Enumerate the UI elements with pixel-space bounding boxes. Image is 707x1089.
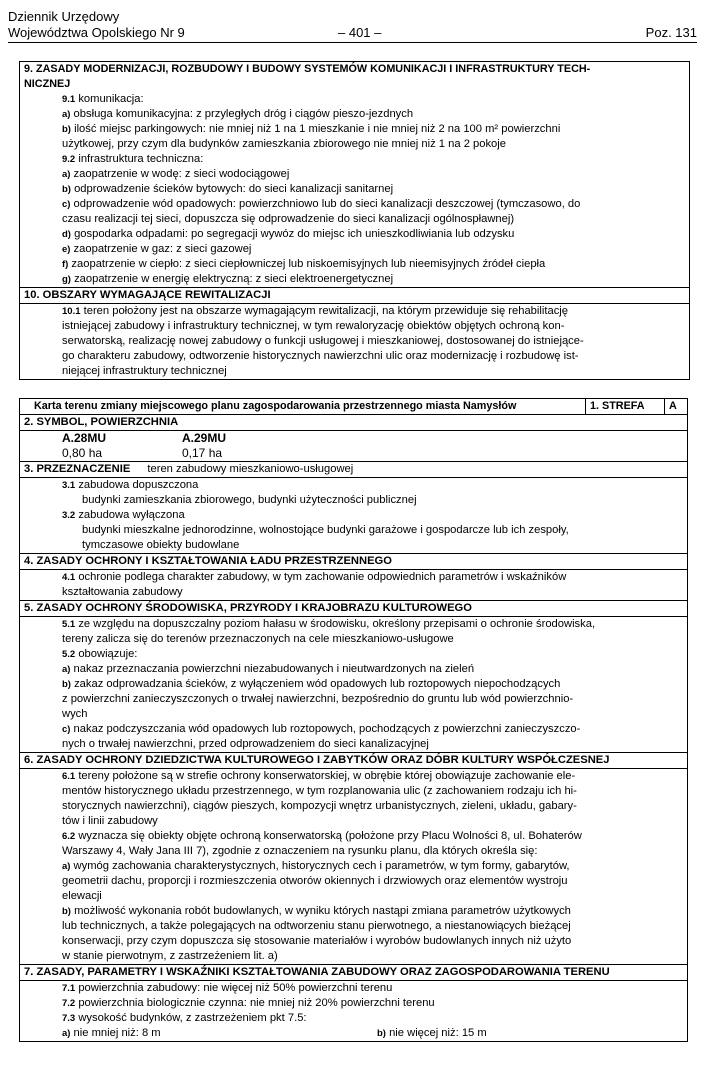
item-number: 7.3	[62, 1013, 76, 1024]
item-text: istniejącej zabudowy i infrastruktury technicznej, w tym rewaloryzację obiektów objętych ochroną kon-	[62, 320, 565, 332]
section-9-body	[20, 92, 689, 287]
item-text: tereny położone są w strefie ochrony konserwatorskiej, w obrębie której obowiązuje zachowanie ele-	[75, 770, 576, 782]
item-text: zabudowa dopuszczona	[75, 479, 199, 491]
text-line	[62, 889, 683, 904]
text-line	[62, 538, 683, 553]
sections-9-10-box	[19, 61, 690, 380]
item-text: zakaz odprowadzania ścieków, z wyłączeniem wód opadowych lub roztopowych niepochodzących	[70, 678, 561, 690]
text-line	[62, 784, 683, 799]
height-limits-row	[20, 1026, 687, 1041]
item-text: serwatorską, realizację nowej zabudowy o funkcji usługowej i mieszkaniowej, dostosowanej do istniejące-	[62, 335, 584, 347]
section-9-title	[20, 62, 689, 92]
text-line	[62, 722, 683, 737]
item-text: mentów historycznego układu przestrzennego, w tym rozplanowania ulic (z zachowaniem rodzaju ich hi-	[62, 785, 577, 797]
item-text: tów i linii zabudowy	[62, 815, 158, 827]
section-7-title: 7. ZASADY, PARAMETRY I WSKAŹNIKI KSZTAŁTOWANIA ZABUDOWY ORAZ ZAGOSPODAROWANIA TERENU	[20, 965, 687, 981]
page-number: – 401 –	[338, 25, 382, 40]
text-line	[62, 257, 685, 272]
symbol-1: A.28MU	[62, 431, 107, 445]
item-number: 9.2	[62, 154, 76, 165]
text-line	[62, 585, 683, 600]
text-line	[62, 493, 683, 508]
text-line	[62, 197, 685, 212]
section-6-body	[20, 769, 687, 965]
section-10-body	[20, 304, 689, 379]
symbol-2: A.29MU	[182, 431, 227, 445]
text-line	[62, 478, 683, 493]
item-number: 7.1	[62, 983, 76, 994]
text-line	[62, 122, 685, 137]
section-3-title-row	[20, 462, 687, 478]
item-text: budynki mieszkalne jednorodzinne, wolnostojące budynki garażowe i gospodarcze lub ich zespoły,	[82, 524, 569, 536]
item-text: lub technicznych, a także polegających na odtworzeniu stanu pierwotnego, a niestanowiących bieżącej	[62, 920, 571, 932]
text-line	[62, 919, 683, 934]
text-line	[62, 737, 683, 752]
item-number: f)	[62, 259, 69, 270]
text-line	[62, 152, 685, 167]
item-number: b)	[62, 184, 71, 195]
max-height	[377, 1026, 487, 1041]
voivodeship-issue: Województwa Opolskiego Nr 9	[8, 25, 185, 40]
section-2-title: 2. SYMBOL, POWIERZCHNIA	[24, 416, 179, 428]
item-text: zaopatrzenie w energię elektryczną: z sieci elektroenergetycznej	[70, 273, 394, 285]
item-text: zaopatrzenie w gaz: z sieci gazowej	[70, 243, 252, 255]
item-number: c)	[62, 199, 71, 210]
text-line	[62, 662, 683, 677]
section-4-body	[20, 570, 687, 601]
item-text: ze względu na dopuszczalny poziom hałasu w środowisku, określony przepisami o ochronie środowiska,	[75, 618, 596, 630]
item-text: ochronie podlega charakter zabudowy, w tym zachowanie odpowiednich parametrów i wskaźników	[75, 571, 567, 583]
card-title-row	[20, 399, 687, 415]
item-text: Warszawy 4, Wały Jana III 7), zgodnie z oznaczeniem na rysunku planu, dla których określa się:	[62, 845, 538, 857]
text-line	[62, 92, 685, 107]
item-text: w stanie pierwotnym, z zastrzeżeniem lit. a)	[62, 950, 278, 962]
journal-title: Dziennik Urzędowy	[8, 9, 120, 24]
item-text: komunikacja:	[75, 93, 144, 105]
text-line	[62, 799, 683, 814]
item-text: obowiązuje:	[75, 648, 138, 660]
text-line	[62, 769, 683, 784]
header-row	[8, 25, 697, 43]
item-number: b)	[62, 906, 71, 917]
item-number: g)	[62, 274, 71, 285]
item-text: storycznych nawierzchni), ciągów pieszych, kompozycji wnętrz urbanistycznych, zieleni, układu, gabary-	[62, 800, 577, 812]
item-text: wysokość budynków, z zastrzeżeniem pkt 7.5:	[75, 1012, 307, 1024]
text-line	[62, 1011, 683, 1026]
text-line	[62, 272, 685, 287]
item-number: 3.1	[62, 480, 76, 491]
item-number: e)	[62, 244, 71, 255]
section-5-title: 5. ZASADY OCHRONY ŚRODOWISKA, PRZYRODY I KRAJOBRAZU KULTUROWEGO	[20, 601, 687, 617]
text-line	[62, 981, 683, 996]
section-3-value: teren zabudowy mieszkaniowo-usługowej	[147, 463, 354, 475]
item-number: 3.2	[62, 510, 76, 521]
text-line	[62, 874, 683, 889]
item-text: zabudowa wyłączona	[75, 509, 185, 521]
item-text: powierzchnia biologicznie czynna: nie mniej niż 20% powierzchni terenu	[75, 997, 435, 1009]
zone-letter: A	[664, 399, 687, 414]
item-number: 6.1	[62, 771, 76, 782]
text-line	[62, 617, 683, 632]
text-line	[62, 167, 685, 182]
item-text: teren położony jest na obszarze wymagającym rewitalizacji, na którym przewiduje się rehabilitację	[80, 305, 568, 317]
section-6-title: 6. ZASADY OCHRONY DZIEDZICTWA KULTUROWEGO I ZABYTKÓW ORAZ DÓBR KULTURY WSPÓŁCZESNEJ	[20, 753, 687, 769]
text-line	[62, 319, 685, 334]
item-text: odprowadzenie wód opadowych: powierzchniowo lub do sieci kanalizacji deszczowej (tymczasowo, do	[70, 198, 581, 210]
max-height-text: nie więcej niż: 15 m	[385, 1027, 487, 1039]
min-height-letter: a)	[62, 1028, 71, 1039]
text-line	[62, 508, 683, 523]
text-line	[62, 692, 683, 707]
zone-card-box	[19, 398, 688, 1042]
text-line	[62, 707, 683, 722]
item-number: d)	[62, 229, 71, 240]
item-number: a)	[62, 861, 71, 872]
text-line	[62, 304, 685, 319]
min-height-text: nie mniej niż: 8 m	[70, 1027, 161, 1039]
text-line	[62, 904, 683, 919]
item-text: wyznacza się obiekty objęte ochroną konserwatorską (położone przy Placu Wolności 8, ul. Bohaterów	[75, 830, 582, 842]
section-3-body	[20, 478, 687, 554]
text-line	[62, 334, 685, 349]
section-5-body	[20, 617, 687, 753]
item-number: a)	[62, 169, 71, 180]
symbol-area-block	[20, 430, 687, 462]
text-line	[62, 107, 685, 122]
section-9-title-line1: 9. ZASADY MODERNIZACJI, ROZBUDOWY I BUDOWY SYSTEMÓW KOMUNIKACJI I INFRASTRUKTURY TECH-	[24, 63, 591, 75]
text-line	[62, 814, 683, 829]
item-text: nakaz podczyszczania wód opadowych lub roztopowych, pochodzących z powierzchni zanieczyszczo-	[70, 723, 581, 735]
item-text: geometrii dachu, proporcji i rozmieszczenia otworów okiennych i drzwiowych oraz elementów wystroju	[62, 875, 568, 887]
item-text: go charakteru zabudowy, odtworzenie historycznych nawierzchni ulic oraz modernizację i rozbudowę ist-	[62, 350, 579, 362]
min-height	[62, 1026, 377, 1041]
text-line	[62, 647, 683, 662]
area-1: 0,80 ha	[62, 446, 103, 460]
text-line	[62, 859, 683, 874]
section-9-title-line2: NICZNEJ	[24, 78, 71, 90]
item-text: użytkowej, przy czym dla budynków zamieszkania zbiorowego nie mniej niż 1 na 2 pokoje	[62, 138, 506, 150]
text-line	[62, 570, 683, 585]
item-text: zaopatrzenie w wodę: z sieci wodociągowej	[70, 168, 290, 180]
page-header	[8, 9, 697, 43]
section-10-title: 10. OBSZARY WYMAGAJĄCE REWITALIZACJI	[20, 287, 689, 304]
item-number: a)	[62, 109, 71, 120]
item-text: gospodarka odpadami: po segregacji wywóz do miejsc ich unieszkodliwiania lub odzysku	[70, 228, 515, 240]
symbols-row	[20, 431, 687, 446]
item-text: nakaz przeznaczania powierzchni niezabudowanych i nieutwardzonych na zieleń	[70, 663, 475, 675]
item-text: tymczasowe obiekty budowlane	[82, 539, 240, 551]
item-text: czasu realizacji tej sieci, dopuszcza się odprowadzenie do sieci kanalizacji ogólnospławnej)	[62, 213, 515, 225]
text-line	[62, 182, 685, 197]
item-number: 5.2	[62, 649, 76, 660]
item-number: 7.2	[62, 998, 76, 1009]
text-line	[62, 242, 685, 257]
text-line	[62, 996, 683, 1011]
item-number: 10.1	[62, 306, 81, 317]
item-text: wych	[62, 708, 88, 720]
item-number: b)	[62, 124, 71, 135]
text-line	[62, 212, 685, 227]
item-text: możliwość wykonania robót budowlanych, w wyniku których nastąpi zmiana parametrów użytkowych	[70, 905, 571, 917]
item-number: 4.1	[62, 572, 76, 583]
text-line	[62, 632, 683, 647]
areas-row	[20, 446, 687, 461]
text-line	[62, 349, 685, 364]
item-text: budynki zamieszkania zbiorowego, budynki użyteczności publicznej	[82, 494, 417, 506]
item-text: nych o trwałej nawierzchni, przed odprowadzeniem do sieci kanalizacyjnej	[62, 738, 429, 750]
item-text: tereny zalicza się do terenów przeznaczonych na cele mieszkaniowo-usługowe	[62, 633, 454, 645]
item-text: konserwacji, przy czym dopuszcza się stosowanie materiałów i wyrobów budowlanych innych niż użyto	[62, 935, 572, 947]
area-2: 0,17 ha	[182, 446, 223, 460]
position-number: Poz. 131	[645, 25, 697, 40]
item-text: zaopatrzenie w ciepło: z sieci ciepłowniczej lub niskoemisyjnych lub nieemisyjnych źródeł ciepła	[68, 258, 546, 270]
section-3-title: 3. PRZEZNACZENIE	[24, 463, 131, 475]
item-number: a)	[62, 664, 71, 675]
item-number: 6.2	[62, 831, 76, 842]
text-line	[62, 364, 685, 379]
item-text: odprowadzenie ścieków bytowych: do sieci kanalizacji sanitarnej	[70, 183, 394, 195]
item-number: b)	[62, 679, 71, 690]
item-text: niejącej infrastruktury technicznej	[62, 365, 227, 377]
item-text: z powierzchni zanieczyszczonych o trwałej nawierzchni, bezpośrednio do gruntu lub wód powierzchnio-	[62, 693, 574, 705]
item-text: powierzchnia zabudowy: nie więcej niż 50% powierzchni terenu	[75, 982, 393, 994]
card-title: Karta terenu zmiany miejscowego planu zagospodarowania przestrzennego miasta Namysłów	[34, 400, 517, 412]
item-number: 9.1	[62, 94, 76, 105]
item-text: obsługa komunikacyjna: z przyległych dróg i ciągów pieszo-jezdnych	[70, 108, 414, 120]
max-height-letter: b)	[377, 1028, 386, 1039]
section-7-body	[20, 981, 687, 1026]
item-text: infrastruktura techniczna:	[75, 153, 204, 165]
text-line	[62, 844, 683, 859]
text-line	[62, 227, 685, 242]
item-text: ilość miejsc parkingowych: nie mniej niż 1 na 1 mieszkanie i nie mniej niż 2 na 100 m² powierzchni	[70, 123, 561, 135]
text-line	[62, 934, 683, 949]
item-number: c)	[62, 724, 71, 735]
text-line	[62, 949, 683, 964]
text-line	[62, 829, 683, 844]
text-line	[62, 523, 683, 538]
text-line	[62, 677, 683, 692]
section-4-title: 4. ZASADY OCHRONY I KSZTAŁTOWANIA ŁADU PRZESTRZENNEGO	[20, 554, 687, 570]
item-text: kształtowania zabudowy	[62, 586, 183, 598]
text-line	[62, 137, 685, 152]
item-number: 5.1	[62, 619, 76, 630]
zone-label: 1. STREFA	[585, 399, 664, 414]
item-text: elewacji	[62, 890, 102, 902]
item-text: wymóg zachowania charakterystycznych, historycznych cech i parametrów, w tym formy, gabarytów,	[70, 860, 570, 872]
